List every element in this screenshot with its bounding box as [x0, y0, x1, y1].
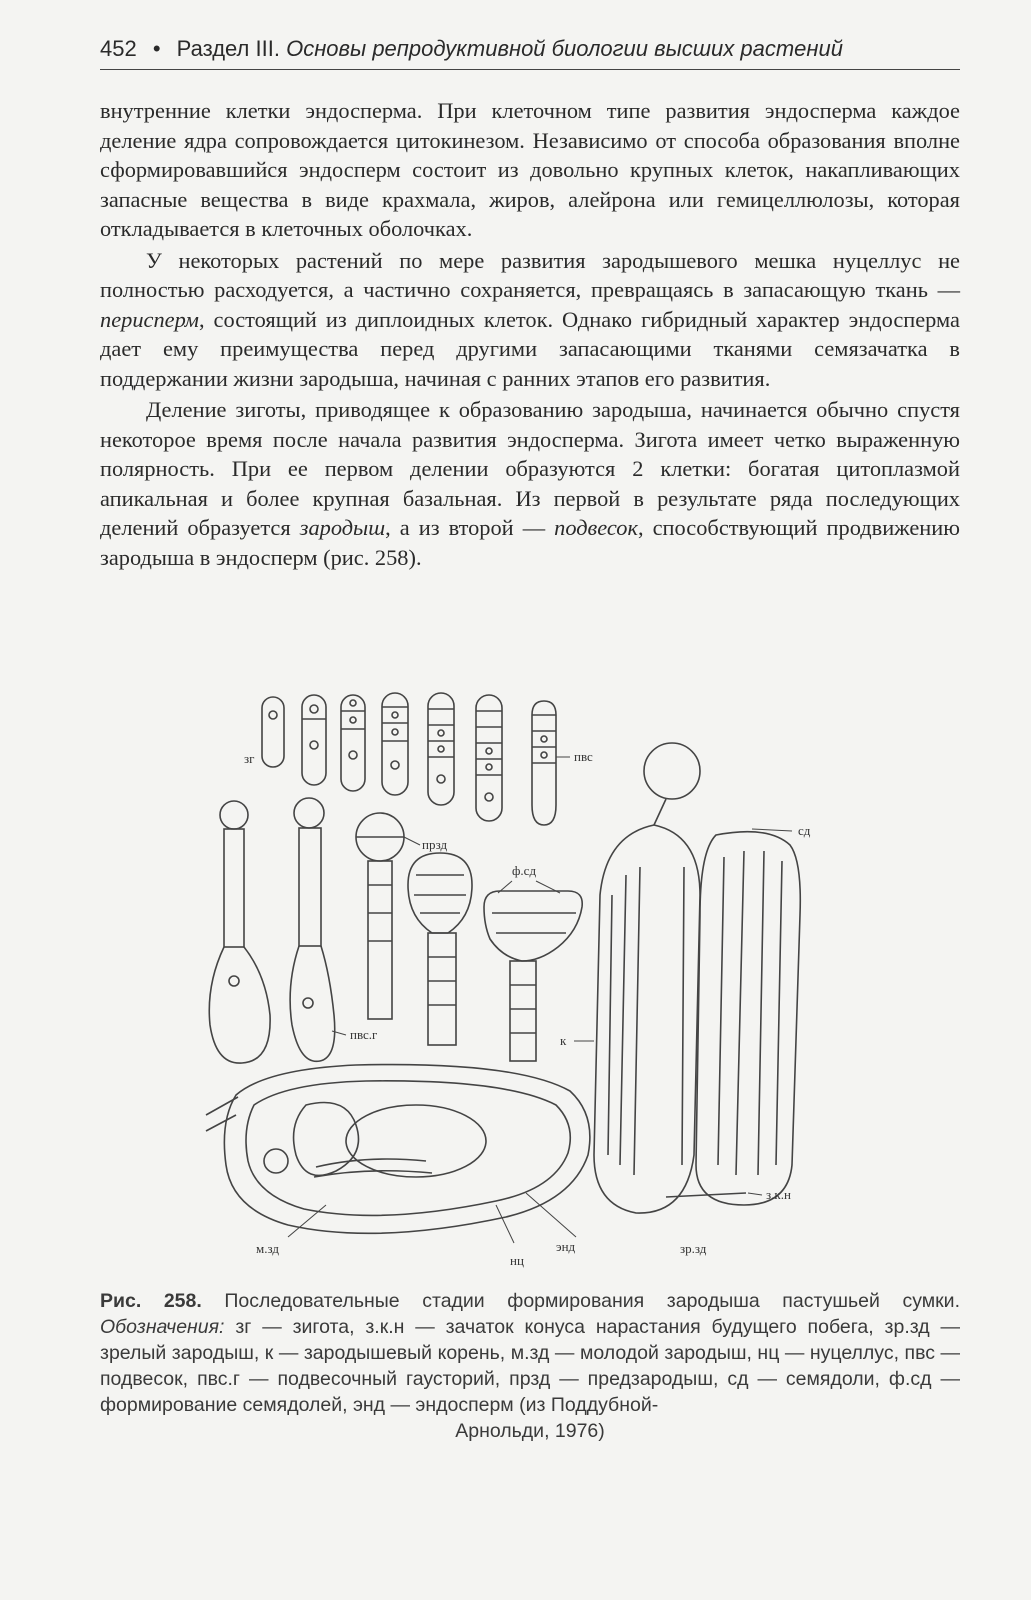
- four-cell-stage-drawing: [382, 693, 408, 795]
- label-przd: прзд: [422, 837, 448, 852]
- two-cell-stage-drawing: [302, 695, 326, 785]
- label-zrzd: зр.зд: [680, 1241, 707, 1256]
- six-cell-stage-drawing: [476, 695, 502, 821]
- embryo-development-figure: [196, 685, 836, 1275]
- label-pvs: пвс: [574, 749, 593, 764]
- figure-number: Рис. 258.: [100, 1290, 202, 1312]
- term-embryo: зародыш: [299, 515, 386, 540]
- proembryo-drawing: [356, 813, 404, 1019]
- figure-title: Последовательные стадии формирования зародыша пастушьей сумки.: [224, 1290, 960, 1312]
- label-sd: сд: [798, 823, 811, 838]
- legend-text: зг — зигота, з.к.н — зачаток конуса нарастания будущего побега, зр.зд — зрелый зародыш, к — зародышевый корень, м.зд — молодой зародыш, нц — нуцеллус, пвс — подвесок, пвс.г — подвесочный гаусторий, прзд — предзародыш, сд — семядоли, ф.сд — формирование семядолей, энд — эндосперм (из Поддубной-: [100, 1316, 960, 1416]
- body-text: [100, 96, 960, 574]
- label-zg: зг: [244, 751, 255, 766]
- page-number: 452: [100, 36, 137, 61]
- bullet-separator: •: [152, 36, 161, 61]
- paragraph-3: Деление зиготы, приводящее к образованию зародыша, начинается обычно спустя некоторое время после начала развития эндосперма. Зигота имеет четко выраженную полярность. При ее первом делении образуются 2 клетки: богатая цитоплазмой апикальная и более крупная базальная. Из первой в результате ряда последующих делений образуется зародыш, а из второй — подвесок, способствующий продвижению зародыша в эндосперм (рис. 258).: [100, 397, 960, 570]
- five-cell-stage-drawing: [428, 693, 454, 805]
- label-fsd: ф.сд: [512, 863, 537, 878]
- running-header: [100, 36, 960, 70]
- legend-end: Арнольди, 1976): [455, 1420, 605, 1442]
- globular-stage-drawing-2: [290, 798, 335, 1061]
- legend-label: Обозначения:: [100, 1316, 225, 1338]
- term-suspensor: подвесок: [554, 515, 638, 540]
- label-zkn: з.к.н: [766, 1187, 791, 1202]
- figure-caption: [100, 1288, 960, 1444]
- term-perisperm: перисперм: [100, 306, 199, 332]
- mature-embryo-drawing: [594, 743, 800, 1213]
- globular-stage-drawing-1: [209, 801, 270, 1063]
- label-k: к: [560, 1033, 567, 1048]
- label-mzd: м.зд: [256, 1241, 279, 1256]
- cotyledon-formation-drawing: [484, 891, 582, 1061]
- label-end: энд: [556, 1239, 576, 1254]
- three-cell-stage-drawing: [341, 695, 365, 791]
- label-leader-lines: [288, 757, 792, 1243]
- section-title: Основы репродуктивной биологии высших растений: [286, 36, 843, 61]
- zygote-drawing: [262, 697, 284, 767]
- suspensor-stage-drawing: [532, 701, 556, 825]
- label-nc: нц: [510, 1253, 524, 1268]
- label-pvsg: пвс.г: [350, 1027, 378, 1042]
- heart-stage-drawing: [408, 853, 472, 1045]
- paragraph-2: У некоторых растений по мере развития зародышевого мешка нуцеллус не полностью расходуется, а частично сохраняется, превращаясь в запасающую ткань — перисперм, состоящий из диплоидных клеток. Однако гибридный характер эндосперма дает ему преимущества перед другими запасающими тканями семязачатка в поддержании жизни зародыша, начиная с ранних этапов его развития.: [100, 247, 960, 391]
- section-label: Раздел III.: [176, 36, 280, 61]
- paragraph-1: внутренние клетки эндосперма. При клеточном типе развития эндосперма каждое деление ядра сопровождается цитокинезом. Независимо от способа образования вполне сформировавшийся эндосперм состоит из довольно крупных клеток, накапливающих запасные вещества в виде крахмала, жиров, алейрона или гемицеллюлозы, которая откладывается в клеточных оболочках.: [100, 98, 960, 241]
- young-embryo-ovule-drawing: [206, 1065, 590, 1234]
